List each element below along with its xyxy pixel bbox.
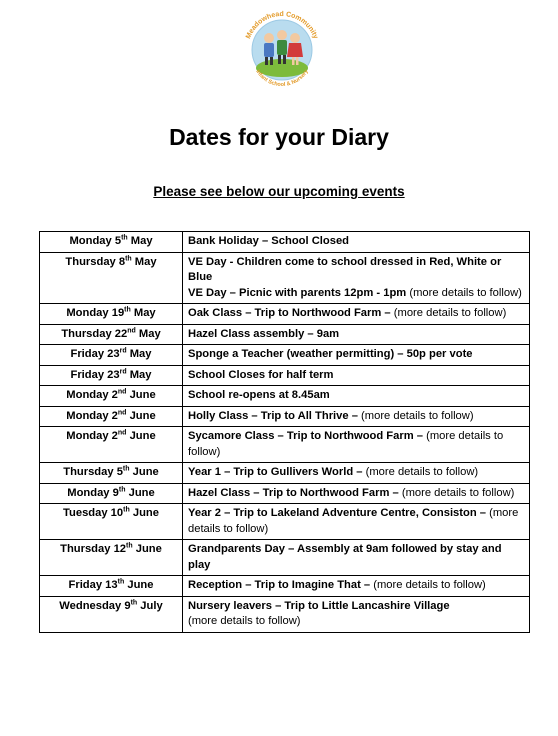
event-row (40, 252, 530, 304)
event-date-month: June (132, 543, 162, 555)
event-line (188, 255, 525, 286)
event-row (40, 504, 530, 540)
event-description (183, 252, 530, 304)
event-description (183, 406, 530, 427)
event-date (40, 252, 183, 304)
event-description (183, 304, 530, 325)
event-title: Bank Holiday – School Closed (188, 235, 350, 247)
event-description (183, 596, 530, 632)
event-description (183, 232, 530, 253)
event-title: Reception – Trip to Imagine That – (188, 579, 371, 591)
event-description (183, 345, 530, 366)
event-row (40, 386, 530, 407)
event-date-day: Monday 9 (67, 486, 119, 499)
event-date-day: Thursday 5 (63, 466, 123, 478)
event-row (40, 463, 530, 484)
event-date-month: June (129, 466, 159, 478)
event-title: Nursery leavers – Trip to Little Lancashire Village (188, 599, 450, 612)
event-note: (more details to follow) (406, 286, 522, 299)
event-row (40, 345, 530, 366)
event-line (188, 234, 525, 250)
event-date-month: May (126, 348, 152, 360)
event-date-suffix: th (130, 598, 138, 606)
event-date-day: Monday 19 (66, 307, 125, 319)
event-title: Sponge a Teacher (weather permitting) – 50p per vote (188, 348, 473, 360)
event-date-month: June (124, 579, 154, 591)
event-row (40, 596, 530, 632)
logo-text-top: Meadowhead Community (245, 10, 319, 40)
event-date-suffix: th (125, 254, 132, 262)
event-date-day: Friday 23 (70, 348, 120, 360)
event-note: (more details to follow) (188, 430, 504, 458)
event-line (188, 327, 525, 343)
event-date-suffix: th (124, 306, 131, 314)
event-description (183, 386, 530, 407)
logo-grass (256, 59, 308, 77)
event-description (183, 324, 530, 345)
event-note: (more details to follow) (398, 486, 515, 499)
event-row (40, 304, 530, 325)
event-date-month: May (135, 327, 161, 340)
event-line (188, 542, 525, 573)
event-date (40, 304, 183, 325)
event-title: VE Day - Children come to school dressed in Red, White or Blue (188, 255, 502, 283)
event-note: (more details to follow) (188, 507, 519, 535)
events-table (39, 231, 530, 633)
event-date-day: Thursday 22 (61, 327, 128, 340)
event-date (40, 596, 183, 632)
event-date (40, 463, 183, 484)
event-date-month: May (127, 235, 153, 247)
event-title: Grandparents Day – Assembly at 9am followed by stay and play (188, 543, 502, 571)
event-date-day: Monday 2 (66, 430, 118, 442)
event-date-suffix: nd (117, 429, 127, 437)
event-date (40, 576, 183, 597)
event-row (40, 576, 530, 597)
event-date-day: Tuesday 10 (63, 507, 124, 519)
event-description (183, 540, 530, 576)
event-note: (more details to follow) (357, 409, 474, 422)
event-date-suffix: th (118, 485, 126, 493)
event-date (40, 232, 183, 253)
event-row (40, 540, 530, 576)
event-description (183, 576, 530, 597)
event-date-suffix: rd (119, 367, 127, 375)
event-title: School re-opens at 8.45am (188, 389, 330, 401)
event-note: (more details to follow) (188, 615, 301, 627)
event-date-month: June (126, 409, 156, 422)
event-date (40, 483, 183, 504)
event-note: (more details to follow) (362, 466, 479, 478)
event-note: (more details to follow) (370, 579, 486, 591)
event-date-day: Thursday 12 (60, 543, 127, 555)
logo-text-bottom: Infant School & Nursery (254, 68, 310, 89)
event-line (188, 368, 525, 384)
event-date-month: May (131, 255, 157, 268)
event-date-month: July (137, 599, 163, 612)
page-title: Dates for your Diary (169, 124, 389, 150)
event-title: Holly Class – Trip to All Thrive – (188, 409, 358, 422)
event-row (40, 406, 530, 427)
event-note: (more details to follow) (390, 307, 507, 319)
event-date-suffix: th (126, 542, 133, 550)
event-date-month: June (125, 486, 155, 499)
event-date-day: Wednesday 9 (59, 599, 131, 612)
event-title: Hazel Class assembly – 9am (188, 327, 340, 340)
event-date-day: Monday 2 (66, 389, 118, 401)
event-date-month: May (130, 307, 156, 319)
event-line (188, 409, 525, 425)
event-title: Hazel Class – Trip to Northwood Farm – (188, 486, 399, 499)
event-date-suffix: nd (117, 388, 127, 396)
event-title: Sycamore Class – Trip to Northwood Farm – (188, 430, 423, 442)
event-row (40, 483, 530, 504)
event-date (40, 427, 183, 463)
event-line (188, 506, 525, 537)
event-line (188, 429, 525, 460)
school-logo (236, 4, 328, 96)
event-date-suffix: nd (117, 408, 127, 416)
event-date-suffix: rd (119, 347, 127, 355)
event-row (40, 427, 530, 463)
event-title: VE Day – Picnic with parents 12pm - 1pm (188, 286, 407, 299)
event-description (183, 463, 530, 484)
event-date-day: Monday 2 (66, 409, 118, 422)
event-description (183, 365, 530, 386)
event-row (40, 324, 530, 345)
events-table-body (40, 232, 530, 633)
event-title: Oak Class – Trip to Northwood Farm – (188, 307, 391, 319)
event-date (40, 386, 183, 407)
event-date-month: June (126, 389, 156, 401)
event-title: School Closes for half term (188, 368, 334, 381)
event-date-month: June (126, 430, 156, 442)
event-description (183, 504, 530, 540)
event-date-suffix: th (123, 506, 130, 514)
event-date (40, 540, 183, 576)
event-line (188, 306, 525, 322)
event-date (40, 406, 183, 427)
event-date-day: Friday 13 (68, 579, 118, 591)
event-line (188, 465, 525, 481)
event-title: Year 2 – Trip to Lakeland Adventure Centre, Consiston – (188, 507, 486, 519)
event-date-suffix: th (121, 234, 128, 242)
event-date-suffix: nd (127, 326, 136, 334)
event-date (40, 365, 183, 386)
event-date (40, 324, 183, 345)
event-date-suffix: th (122, 465, 130, 473)
event-date (40, 345, 183, 366)
event-description (183, 483, 530, 504)
event-line (188, 347, 525, 363)
event-line (188, 578, 525, 594)
event-date-month: May (126, 368, 152, 381)
event-line (188, 599, 525, 630)
event-title: Year 1 – Trip to Gullivers World – (188, 466, 363, 478)
event-date-month: June (129, 507, 159, 519)
event-description (183, 427, 530, 463)
event-row (40, 232, 530, 253)
event-row (40, 365, 530, 386)
event-line (188, 486, 525, 502)
event-line (188, 388, 525, 404)
page-subtitle: Please see below our upcoming events (153, 184, 405, 199)
event-date-day: Monday 5 (69, 235, 122, 247)
event-date (40, 504, 183, 540)
event-date-suffix: th (117, 578, 125, 586)
event-line (188, 286, 525, 302)
event-date-day: Friday 23 (70, 368, 120, 381)
event-date-day: Thursday 8 (65, 255, 126, 268)
